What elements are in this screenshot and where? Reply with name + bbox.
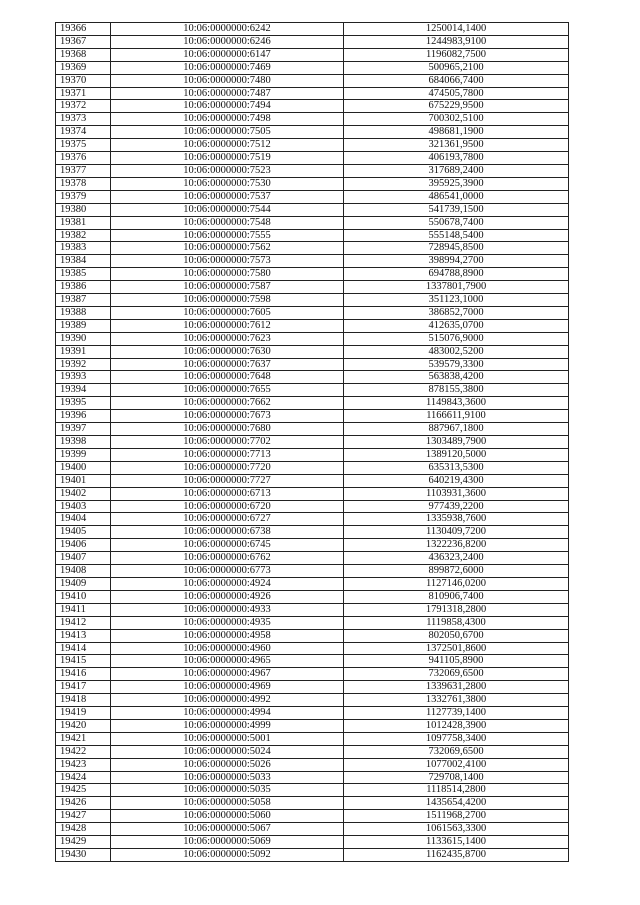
row-number-cell: 19427 (56, 810, 111, 823)
value-cell: 1339631,2800 (344, 681, 569, 694)
value-cell: 563838,4200 (344, 371, 569, 384)
row-number-cell: 19388 (56, 306, 111, 319)
table-row (56, 126, 569, 139)
table-row (56, 203, 569, 216)
cadastral-number-cell: 10:06:0000000:4969 (111, 681, 344, 694)
row-number-cell: 19414 (56, 642, 111, 655)
table-row (56, 513, 569, 526)
row-number-cell: 19409 (56, 577, 111, 590)
table-row (56, 732, 569, 745)
table-row (56, 229, 569, 242)
value-cell: 1303489,7900 (344, 436, 569, 449)
row-number-cell: 19429 (56, 836, 111, 849)
cadastral-number-cell: 10:06:0000000:4935 (111, 616, 344, 629)
value-cell: 398994,2700 (344, 255, 569, 268)
cadastral-number-cell: 10:06:0000000:6762 (111, 552, 344, 565)
row-number-cell: 19408 (56, 565, 111, 578)
cadastral-number-cell: 10:06:0000000:4926 (111, 590, 344, 603)
table-row (56, 397, 569, 410)
cadastral-number-cell: 10:06:0000000:5001 (111, 732, 344, 745)
table-row (56, 849, 569, 862)
cadastral-number-cell: 10:06:0000000:4999 (111, 719, 344, 732)
cadastral-number-cell: 10:06:0000000:7630 (111, 345, 344, 358)
row-number-cell: 19404 (56, 513, 111, 526)
table-row (56, 371, 569, 384)
row-number-cell: 19379 (56, 190, 111, 203)
row-number-cell: 19423 (56, 758, 111, 771)
row-number-cell: 19415 (56, 655, 111, 668)
value-cell: 675229,9500 (344, 100, 569, 113)
table-row (56, 384, 569, 397)
value-cell: 550678,7400 (344, 216, 569, 229)
value-cell: 1127739,1400 (344, 707, 569, 720)
value-cell: 486541,0000 (344, 190, 569, 203)
value-cell: 1791318,2800 (344, 603, 569, 616)
value-cell: 899872,6000 (344, 565, 569, 578)
value-cell: 694788,8900 (344, 268, 569, 281)
table-row (56, 190, 569, 203)
cadastral-number-cell: 10:06:0000000:6738 (111, 526, 344, 539)
row-number-cell: 19370 (56, 74, 111, 87)
value-cell: 317689,2400 (344, 164, 569, 177)
table-row (56, 268, 569, 281)
row-number-cell: 19430 (56, 849, 111, 862)
row-number-cell: 19396 (56, 410, 111, 423)
table-row (56, 61, 569, 74)
row-number-cell: 19375 (56, 139, 111, 152)
value-cell: 412635,0700 (344, 319, 569, 332)
value-cell: 1061563,3300 (344, 823, 569, 836)
value-cell: 1097758,3400 (344, 732, 569, 745)
value-cell: 1337801,7900 (344, 281, 569, 294)
value-cell: 406193,7800 (344, 152, 569, 165)
cadastral-number-cell: 10:06:0000000:7573 (111, 255, 344, 268)
cadastral-number-cell: 10:06:0000000:6745 (111, 539, 344, 552)
table-row (56, 745, 569, 758)
cadastral-number-cell: 10:06:0000000:5035 (111, 784, 344, 797)
value-cell: 1511968,2700 (344, 810, 569, 823)
table-row (56, 500, 569, 513)
value-cell: 351123,1000 (344, 294, 569, 307)
table-row (56, 113, 569, 126)
value-cell: 500965,2100 (344, 61, 569, 74)
row-number-cell: 19377 (56, 164, 111, 177)
row-number-cell: 19387 (56, 294, 111, 307)
table-row (56, 577, 569, 590)
row-number-cell: 19421 (56, 732, 111, 745)
value-cell: 1166611,9100 (344, 410, 569, 423)
table-row (56, 565, 569, 578)
table-row (56, 810, 569, 823)
row-number-cell: 19389 (56, 319, 111, 332)
row-number-cell: 19407 (56, 552, 111, 565)
cadastral-number-cell: 10:06:0000000:7598 (111, 294, 344, 307)
value-cell: 1196082,7500 (344, 48, 569, 61)
row-number-cell: 19406 (56, 539, 111, 552)
table-row (56, 410, 569, 423)
row-number-cell: 19418 (56, 694, 111, 707)
table-row (56, 255, 569, 268)
value-cell: 878155,3800 (344, 384, 569, 397)
cadastral-number-cell: 10:06:0000000:5060 (111, 810, 344, 823)
row-number-cell: 19411 (56, 603, 111, 616)
row-number-cell: 19399 (56, 448, 111, 461)
cadastral-number-cell: 10:06:0000000:7544 (111, 203, 344, 216)
table-row (56, 642, 569, 655)
cadastral-number-cell: 10:06:0000000:5069 (111, 836, 344, 849)
table-row (56, 694, 569, 707)
row-number-cell: 19371 (56, 87, 111, 100)
row-number-cell: 19376 (56, 152, 111, 165)
row-number-cell: 19378 (56, 177, 111, 190)
table-row (56, 681, 569, 694)
value-cell: 1149843,3600 (344, 397, 569, 410)
table-row (56, 552, 569, 565)
row-number-cell: 19366 (56, 23, 111, 36)
row-number-cell: 19398 (56, 436, 111, 449)
cadastral-number-cell: 10:06:0000000:6727 (111, 513, 344, 526)
value-cell: 810906,7400 (344, 590, 569, 603)
table-row (56, 294, 569, 307)
table-row (56, 758, 569, 771)
value-cell: 321361,9500 (344, 139, 569, 152)
value-cell: 395925,3900 (344, 177, 569, 190)
value-cell: 887967,1800 (344, 423, 569, 436)
value-cell: 1012428,3900 (344, 719, 569, 732)
value-cell: 1389120,5000 (344, 448, 569, 461)
table-row (56, 461, 569, 474)
row-number-cell: 19384 (56, 255, 111, 268)
table-row (56, 590, 569, 603)
cadastral-number-cell: 10:06:0000000:6246 (111, 35, 344, 48)
table-row (56, 539, 569, 552)
cadastral-number-cell: 10:06:0000000:7555 (111, 229, 344, 242)
row-number-cell: 19382 (56, 229, 111, 242)
table-row (56, 23, 569, 36)
table-row (56, 784, 569, 797)
row-number-cell: 19410 (56, 590, 111, 603)
value-cell: 483002,5200 (344, 345, 569, 358)
table-row (56, 836, 569, 849)
table-body (56, 23, 569, 862)
value-cell: 1127146,0200 (344, 577, 569, 590)
table-row (56, 345, 569, 358)
value-cell: 684066,7400 (344, 74, 569, 87)
row-number-cell: 19412 (56, 616, 111, 629)
cadastral-number-cell: 10:06:0000000:6242 (111, 23, 344, 36)
cadastral-number-cell: 10:06:0000000:4933 (111, 603, 344, 616)
cadastral-number-cell: 10:06:0000000:5058 (111, 797, 344, 810)
row-number-cell: 19416 (56, 668, 111, 681)
cadastral-number-cell: 10:06:0000000:7713 (111, 448, 344, 461)
table-row (56, 487, 569, 500)
value-cell: 1118514,2800 (344, 784, 569, 797)
table-row (56, 242, 569, 255)
table-row (56, 448, 569, 461)
cadastral-number-cell: 10:06:0000000:6773 (111, 565, 344, 578)
table-row (56, 823, 569, 836)
cadastral-number-cell: 10:06:0000000:5067 (111, 823, 344, 836)
cadastral-number-cell: 10:06:0000000:7623 (111, 332, 344, 345)
value-cell: 802050,6700 (344, 629, 569, 642)
cadastral-number-cell: 10:06:0000000:7637 (111, 358, 344, 371)
table-row (56, 655, 569, 668)
table-row (56, 100, 569, 113)
row-number-cell: 19428 (56, 823, 111, 836)
cadastral-number-cell: 10:06:0000000:5092 (111, 849, 344, 862)
cadastral-number-cell: 10:06:0000000:7512 (111, 139, 344, 152)
row-number-cell: 19392 (56, 358, 111, 371)
row-number-cell: 19381 (56, 216, 111, 229)
value-cell: 515076,9000 (344, 332, 569, 345)
value-cell: 732069,6500 (344, 745, 569, 758)
row-number-cell: 19380 (56, 203, 111, 216)
value-cell: 732069,6500 (344, 668, 569, 681)
cadastral-number-cell: 10:06:0000000:7494 (111, 100, 344, 113)
cadastral-number-cell: 10:06:0000000:7648 (111, 371, 344, 384)
cadastral-number-cell: 10:06:0000000:7580 (111, 268, 344, 281)
row-number-cell: 19394 (56, 384, 111, 397)
table-row (56, 177, 569, 190)
row-number-cell: 19383 (56, 242, 111, 255)
value-cell: 386852,7000 (344, 306, 569, 319)
table-row (56, 281, 569, 294)
row-number-cell: 19402 (56, 487, 111, 500)
table-row (56, 797, 569, 810)
cadastral-number-cell: 10:06:0000000:7587 (111, 281, 344, 294)
table-row (56, 436, 569, 449)
row-number-cell: 19373 (56, 113, 111, 126)
cadastral-number-cell: 10:06:0000000:4965 (111, 655, 344, 668)
table-row (56, 719, 569, 732)
value-cell: 1103931,3600 (344, 487, 569, 500)
value-cell: 474505,7800 (344, 87, 569, 100)
table-row (56, 423, 569, 436)
cadastral-number-cell: 10:06:0000000:7605 (111, 306, 344, 319)
cadastral-number-cell: 10:06:0000000:6147 (111, 48, 344, 61)
row-number-cell: 19385 (56, 268, 111, 281)
row-number-cell: 19413 (56, 629, 111, 642)
cadastral-number-cell: 10:06:0000000:7727 (111, 474, 344, 487)
table-row (56, 771, 569, 784)
row-number-cell: 19419 (56, 707, 111, 720)
cadastral-number-cell: 10:06:0000000:7480 (111, 74, 344, 87)
table-row (56, 526, 569, 539)
row-number-cell: 19417 (56, 681, 111, 694)
table-row (56, 332, 569, 345)
row-number-cell: 19405 (56, 526, 111, 539)
table-row (56, 668, 569, 681)
cadastral-number-cell: 10:06:0000000:7537 (111, 190, 344, 203)
cadastral-number-cell: 10:06:0000000:4924 (111, 577, 344, 590)
value-cell: 1133615,1400 (344, 836, 569, 849)
cadastral-number-cell: 10:06:0000000:4967 (111, 668, 344, 681)
cadastral-number-cell: 10:06:0000000:7548 (111, 216, 344, 229)
value-cell: 700302,5100 (344, 113, 569, 126)
row-number-cell: 19374 (56, 126, 111, 139)
row-number-cell: 19420 (56, 719, 111, 732)
value-cell: 498681,1900 (344, 126, 569, 139)
cadastral-number-cell: 10:06:0000000:5033 (111, 771, 344, 784)
cadastral-number-cell: 10:06:0000000:5024 (111, 745, 344, 758)
row-number-cell: 19400 (56, 461, 111, 474)
cadastral-number-cell: 10:06:0000000:4958 (111, 629, 344, 642)
table-row (56, 48, 569, 61)
cadastral-number-cell: 10:06:0000000:7505 (111, 126, 344, 139)
cadastral-number-cell: 10:06:0000000:7519 (111, 152, 344, 165)
row-number-cell: 19397 (56, 423, 111, 436)
table-row (56, 616, 569, 629)
cadastral-number-cell: 10:06:0000000:7487 (111, 87, 344, 100)
value-cell: 1332761,3800 (344, 694, 569, 707)
table-row (56, 319, 569, 332)
row-number-cell: 19395 (56, 397, 111, 410)
row-number-cell: 19369 (56, 61, 111, 74)
cadastral-number-cell: 10:06:0000000:7662 (111, 397, 344, 410)
value-cell: 1322236,8200 (344, 539, 569, 552)
cadastral-number-cell: 10:06:0000000:7612 (111, 319, 344, 332)
cadastral-number-cell: 10:06:0000000:4992 (111, 694, 344, 707)
value-cell: 436323,2400 (344, 552, 569, 565)
row-number-cell: 19424 (56, 771, 111, 784)
value-cell: 1435654,4200 (344, 797, 569, 810)
cadastral-number-cell: 10:06:0000000:7469 (111, 61, 344, 74)
value-cell: 977439,2200 (344, 500, 569, 513)
cadastral-number-cell: 10:06:0000000:7530 (111, 177, 344, 190)
row-number-cell: 19367 (56, 35, 111, 48)
cadastral-number-cell: 10:06:0000000:5026 (111, 758, 344, 771)
row-number-cell: 19403 (56, 500, 111, 513)
cadastral-number-cell: 10:06:0000000:7523 (111, 164, 344, 177)
table-row (56, 707, 569, 720)
value-cell: 1162435,8700 (344, 849, 569, 862)
row-number-cell: 19425 (56, 784, 111, 797)
table-row (56, 474, 569, 487)
cadastral-number-cell: 10:06:0000000:7498 (111, 113, 344, 126)
value-cell: 1250014,1400 (344, 23, 569, 36)
cadastral-number-cell: 10:06:0000000:7673 (111, 410, 344, 423)
row-number-cell: 19426 (56, 797, 111, 810)
table-row (56, 87, 569, 100)
cadastral-number-cell: 10:06:0000000:7562 (111, 242, 344, 255)
cadastral-number-cell: 10:06:0000000:4994 (111, 707, 344, 720)
cadastral-number-cell: 10:06:0000000:7720 (111, 461, 344, 474)
cadastral-number-cell: 10:06:0000000:6713 (111, 487, 344, 500)
row-number-cell: 19422 (56, 745, 111, 758)
cadastral-number-cell: 10:06:0000000:7655 (111, 384, 344, 397)
value-cell: 539579,3300 (344, 358, 569, 371)
table-row (56, 629, 569, 642)
value-cell: 640219,4300 (344, 474, 569, 487)
table-row (56, 139, 569, 152)
value-cell: 729708,1400 (344, 771, 569, 784)
value-cell: 635313,5300 (344, 461, 569, 474)
value-cell: 1372501,8600 (344, 642, 569, 655)
value-cell: 555148,5400 (344, 229, 569, 242)
table-row (56, 216, 569, 229)
value-cell: 728945,8500 (344, 242, 569, 255)
value-cell: 1077002,4100 (344, 758, 569, 771)
row-number-cell: 19368 (56, 48, 111, 61)
cadastral-number-cell: 10:06:0000000:6720 (111, 500, 344, 513)
row-number-cell: 19401 (56, 474, 111, 487)
cadastral-number-cell: 10:06:0000000:7702 (111, 436, 344, 449)
table-row (56, 164, 569, 177)
value-cell: 1244983,9100 (344, 35, 569, 48)
row-number-cell: 19390 (56, 332, 111, 345)
table-row (56, 152, 569, 165)
value-cell: 1130409,7200 (344, 526, 569, 539)
table-row (56, 306, 569, 319)
cadastral-number-cell: 10:06:0000000:4960 (111, 642, 344, 655)
row-number-cell: 19372 (56, 100, 111, 113)
value-cell: 1119858,4300 (344, 616, 569, 629)
table-row (56, 358, 569, 371)
value-cell: 541739,1500 (344, 203, 569, 216)
row-number-cell: 19386 (56, 281, 111, 294)
table-row (56, 35, 569, 48)
value-cell: 1335938,7600 (344, 513, 569, 526)
value-cell: 941105,8900 (344, 655, 569, 668)
table-row (56, 74, 569, 87)
table-row (56, 603, 569, 616)
cadastral-number-cell: 10:06:0000000:7680 (111, 423, 344, 436)
row-number-cell: 19391 (56, 345, 111, 358)
document-page (55, 22, 569, 862)
row-number-cell: 19393 (56, 371, 111, 384)
cadastral-table (55, 22, 569, 862)
